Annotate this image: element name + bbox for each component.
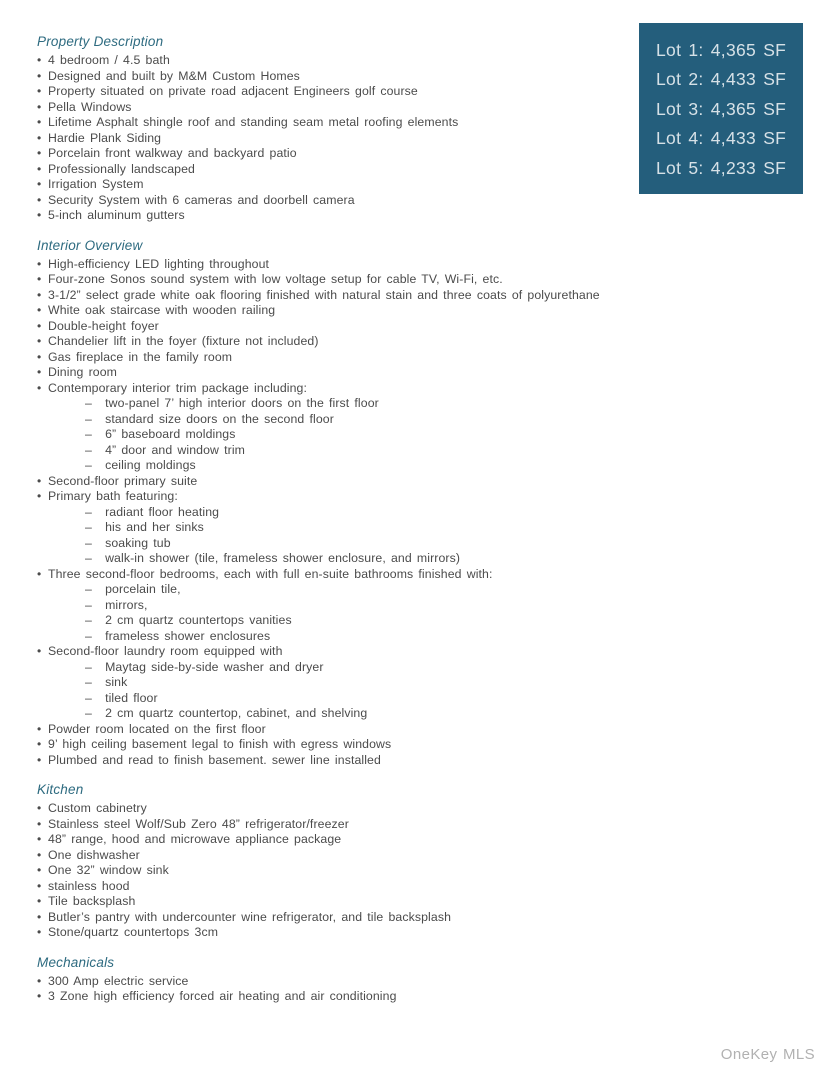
- document-section: [37, 237, 800, 769]
- list-item: [37, 848, 800, 864]
- list-item: [37, 350, 800, 366]
- sub-item-text: 4” door and window trim: [105, 442, 246, 457]
- list-item-text: Hardie Plank Siding: [48, 130, 162, 145]
- list-item: [37, 925, 800, 941]
- list-item: [37, 894, 800, 910]
- sub-list-item: [48, 613, 800, 629]
- list-item: [37, 489, 800, 567]
- sub-list-item: [48, 598, 800, 614]
- list-item-text: 3-1/2” select grade white oak flooring finished with natural stain and three coats of polyurethane: [48, 287, 600, 302]
- list-item: [37, 722, 800, 738]
- list-item: [37, 115, 800, 131]
- list-item-text: Powder room located on the first floor: [48, 721, 266, 736]
- list-item: [37, 879, 800, 895]
- list-item-text: Second-floor primary suite: [48, 473, 198, 488]
- list-item-text: White oak staircase with wooden railing: [48, 303, 276, 317]
- sub-item-text: frameless shower enclosures: [105, 628, 271, 643]
- list-item: [37, 146, 800, 162]
- list-item-text: Double-height foyer: [48, 318, 159, 333]
- bullet-list: [37, 257, 800, 769]
- list-item: [37, 53, 800, 69]
- section-title: Interior Overview: [37, 237, 143, 253]
- list-item-text: 4 bedroom / 4.5 bath: [48, 53, 170, 67]
- sub-list-item: [48, 691, 800, 707]
- sub-list-item: [48, 629, 800, 645]
- sub-list-item: [48, 675, 800, 691]
- list-item: [37, 910, 800, 926]
- list-item: [37, 974, 800, 990]
- list-item: [37, 817, 800, 833]
- sub-item-text: 2 cm quartz countertop, cabinet, and shelving: [105, 706, 368, 720]
- list-item: [37, 84, 800, 100]
- list-item: [37, 177, 800, 193]
- list-item: [37, 131, 800, 147]
- list-item: [37, 474, 800, 490]
- list-item: [37, 365, 800, 381]
- sub-item-text: radiant floor heating: [105, 504, 220, 519]
- lot-line: Lot 4: 4,433 SF: [656, 128, 787, 149]
- list-item-text: Security System with 6 cameras and doorbell camera: [48, 192, 355, 207]
- lot-line: Lot 5: 4,233 SF: [656, 157, 787, 178]
- list-item-text: Lifetime Asphalt shingle roof and standing seam metal roofing elements: [48, 115, 459, 129]
- list-item-text: Irrigation System: [48, 177, 144, 191]
- document-section: [37, 33, 800, 224]
- list-item-text: Gas fireplace in the family room: [48, 349, 233, 364]
- list-item: [37, 162, 800, 178]
- sub-item-text: sink: [105, 675, 128, 689]
- list-item: [37, 753, 800, 769]
- document-section: [37, 781, 800, 941]
- bullet-list: [37, 801, 800, 941]
- sub-item-text: walk-in shower (tile, frameless shower enclosure, and mirrors): [105, 551, 461, 565]
- lot-line: Lot 3: 4,365 SF: [656, 98, 787, 119]
- list-item: [37, 989, 800, 1005]
- sub-item-text: his and her sinks: [105, 520, 204, 534]
- sub-list-item: [48, 412, 800, 428]
- list-item: [37, 334, 800, 350]
- list-item-text: Porcelain front walkway and backyard patio: [48, 146, 297, 160]
- list-item: [37, 319, 800, 335]
- sub-item-text: Maytag side-by-side washer and dryer: [105, 659, 324, 674]
- list-item-text: Stone/quartz countertops 3cm: [48, 925, 219, 939]
- list-item-text: Four-zone Sonos sound system with low voltage setup for cable TV, Wi-Fi, etc.: [48, 272, 503, 286]
- sub-list-item: [48, 536, 800, 552]
- list-item: [37, 69, 800, 85]
- lot-line: Lot 1: 4,365 SF: [656, 40, 787, 60]
- list-item-text: Property situated on private road adjacent Engineers golf course: [48, 84, 418, 98]
- list-item-text: Tile backsplash: [48, 894, 136, 908]
- section-title: Property Description: [37, 34, 164, 49]
- list-item-text: 5-inch aluminum gutters: [48, 208, 185, 222]
- list-item-text: Custom cabinetry: [48, 801, 147, 815]
- sub-item-text: soaking tub: [105, 535, 171, 550]
- list-item: [37, 381, 800, 474]
- section-title: Kitchen: [37, 782, 84, 797]
- list-item: [37, 100, 800, 116]
- list-item-text: stainless hood: [48, 878, 130, 893]
- list-item: [37, 272, 800, 288]
- bullet-list: [37, 974, 800, 1005]
- list-item: [37, 193, 800, 209]
- list-item: [37, 644, 800, 722]
- list-item-text: 9’ high ceiling basement legal to finish with egress windows: [48, 737, 392, 751]
- sub-item-text: 2 cm quartz countertops vanities: [105, 613, 292, 627]
- list-item-text: Professionally landscaped: [48, 161, 195, 176]
- list-item-text: One 32” window sink: [48, 863, 169, 877]
- sub-list-item: [48, 582, 800, 598]
- sub-item-text: tiled floor: [105, 690, 158, 705]
- sub-list-item: [48, 660, 800, 676]
- list-item: [37, 863, 800, 879]
- list-item: [37, 832, 800, 848]
- list-item-text: Plumbed and read to finish basement. sewer line installed: [48, 752, 381, 767]
- sub-list-item: [48, 458, 800, 474]
- sub-list-item: [48, 427, 800, 443]
- sub-item-text: two-panel 7’ high interior doors on the first floor: [105, 396, 379, 410]
- bullet-list: [37, 53, 800, 224]
- watermark-onekey-mls: OneKey MLS: [720, 1046, 815, 1063]
- sub-list-item: [48, 443, 800, 459]
- list-item: [37, 737, 800, 753]
- lot-line: Lot 2: 4,433 SF: [656, 69, 787, 90]
- document-section: [37, 954, 800, 1005]
- list-item-text: Butler’s pantry with undercounter wine refrigerator, and tile backsplash: [48, 909, 452, 924]
- list-item-text: 300 Amp electric service: [48, 973, 189, 988]
- list-item-text: Chandelier lift in the foyer (fixture not included): [48, 334, 319, 348]
- sub-list-item: [48, 551, 800, 567]
- list-item-text: 3 Zone high efficiency forced air heating and air conditioning: [48, 989, 397, 1003]
- sub-list-item: [48, 505, 800, 521]
- list-item: [37, 303, 800, 319]
- sub-item-text: porcelain tile,: [105, 582, 181, 596]
- sub-list-item: [48, 396, 800, 412]
- sub-item-text: ceiling moldings: [105, 458, 196, 472]
- list-item-text: Contemporary interior trim package including:: [48, 380, 307, 395]
- list-item-text: Stainless steel Wolf/Sub Zero 48” refrigerator/freezer: [48, 816, 349, 831]
- list-item-text: Three second-floor bedrooms, each with full en-suite bathrooms finished with:: [48, 566, 493, 581]
- list-item-text: Designed and built by M&M Custom Homes: [48, 68, 300, 83]
- sub-list-item: [48, 520, 800, 536]
- sub-item-text: mirrors,: [105, 597, 148, 612]
- list-item-text: Pella Windows: [48, 99, 132, 114]
- list-item: [37, 208, 800, 224]
- list-item: [37, 288, 800, 304]
- list-item-text: Second-floor laundry room equipped with: [48, 644, 283, 658]
- list-item: [37, 801, 800, 817]
- list-item: [37, 257, 800, 273]
- list-item-text: One dishwasher: [48, 847, 140, 862]
- list-item-text: Dining room: [48, 365, 117, 379]
- sub-item-text: 6” baseboard moldings: [105, 427, 236, 441]
- property-description-content: [37, 33, 800, 1005]
- list-item: [37, 567, 800, 645]
- section-title: Mechanicals: [37, 954, 115, 970]
- list-item-text: High-efficiency LED lighting throughout: [48, 256, 270, 271]
- list-item-text: 48” range, hood and microwave appliance package: [48, 832, 342, 846]
- list-item-text: Primary bath featuring:: [48, 489, 178, 503]
- sub-item-text: standard size doors on the second floor: [105, 411, 334, 426]
- sub-list-item: [48, 706, 800, 722]
